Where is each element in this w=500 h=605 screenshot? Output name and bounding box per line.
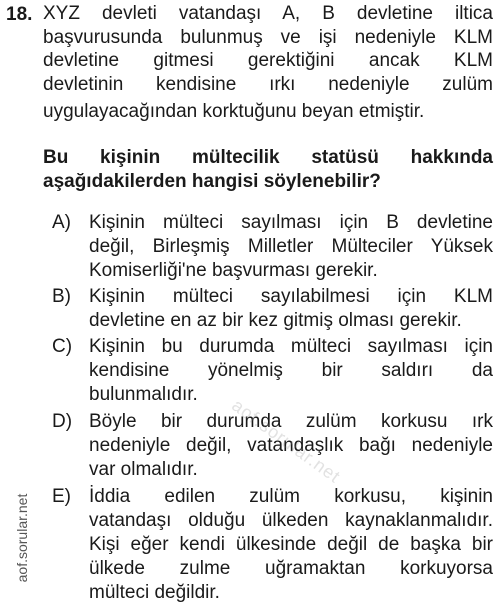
option-line: değil, Birleşmiş Milletler Mülteciler Yüksek — [89, 236, 493, 257]
option-line: Komiserliği'ne başvurması gerekir. — [89, 260, 378, 281]
option-text — [89, 335, 493, 407]
question-stem — [43, 2, 493, 124]
option-line: ülkede zulme uğramaktan korkuyorsa — [89, 558, 493, 579]
option-line: kendisine yönelmiş bir saldırı da — [89, 360, 493, 381]
stem-line: uygulayacağından korktuğunu beyan etmiştir. — [43, 101, 425, 123]
question-prompt — [43, 146, 493, 194]
option-text — [89, 285, 493, 333]
option-letter: D) — [52, 411, 73, 432]
option-line: Kişinin mülteci sayılabilmesi için KLM — [89, 286, 493, 307]
option-line: Böyle bir durumda zulüm korkusu ırk — [89, 411, 493, 432]
option-line: devletine en az bir kez gitmiş olması gerekir. — [89, 310, 462, 331]
option-text — [89, 485, 493, 605]
option-line: nedeniyle değil, vatandaşlık bağı nedeniyle — [89, 435, 493, 456]
prompt-line: aşağıdakilerden hangisi söylenebilir? — [43, 171, 381, 192]
option-letter: E) — [52, 486, 71, 507]
option-letter: B) — [52, 286, 71, 307]
stem-line: devletinin kendisine ırkı nedeniyle zulüm — [43, 73, 493, 95]
prompt-line: Bu kişinin mültecilik statüsü hakkında — [43, 147, 493, 168]
option-text — [89, 211, 493, 283]
option-letter: A) — [52, 212, 71, 233]
option-line: İddia edilen zulüm korkusu, kişinin — [89, 486, 493, 507]
option-line: vatandaşı olduğu ülkeden kaynaklanmalıdır. — [89, 510, 493, 531]
option-line: Kişinin bu durumda mülteci sayılması için — [89, 336, 493, 357]
side-watermark: aof.sorular.net — [14, 493, 30, 583]
option-line: Kişinin mülteci sayılması için B devletine — [89, 212, 493, 233]
option-line: bulunmalıdır. — [89, 384, 198, 405]
option-line: mülteci değildir. — [89, 582, 220, 603]
question-number: 18. — [6, 4, 33, 25]
option-line: var olmalıdır. — [89, 459, 198, 480]
diagonal-watermark: aof.sorular.net — [228, 395, 345, 488]
stem-line: başvurusunda bulunmuş ve işi nedeniyle KLM — [43, 26, 493, 48]
stem-line: devletine gitmesi gerektiğini ancak KLM — [43, 50, 493, 72]
option-letter: C) — [52, 336, 73, 357]
option-line: Kişi eğer kendi ülkesinde değil de başka bir — [89, 534, 493, 555]
stem-line: XYZ devleti vatandaşı A, B devletine iltica — [43, 3, 493, 24]
